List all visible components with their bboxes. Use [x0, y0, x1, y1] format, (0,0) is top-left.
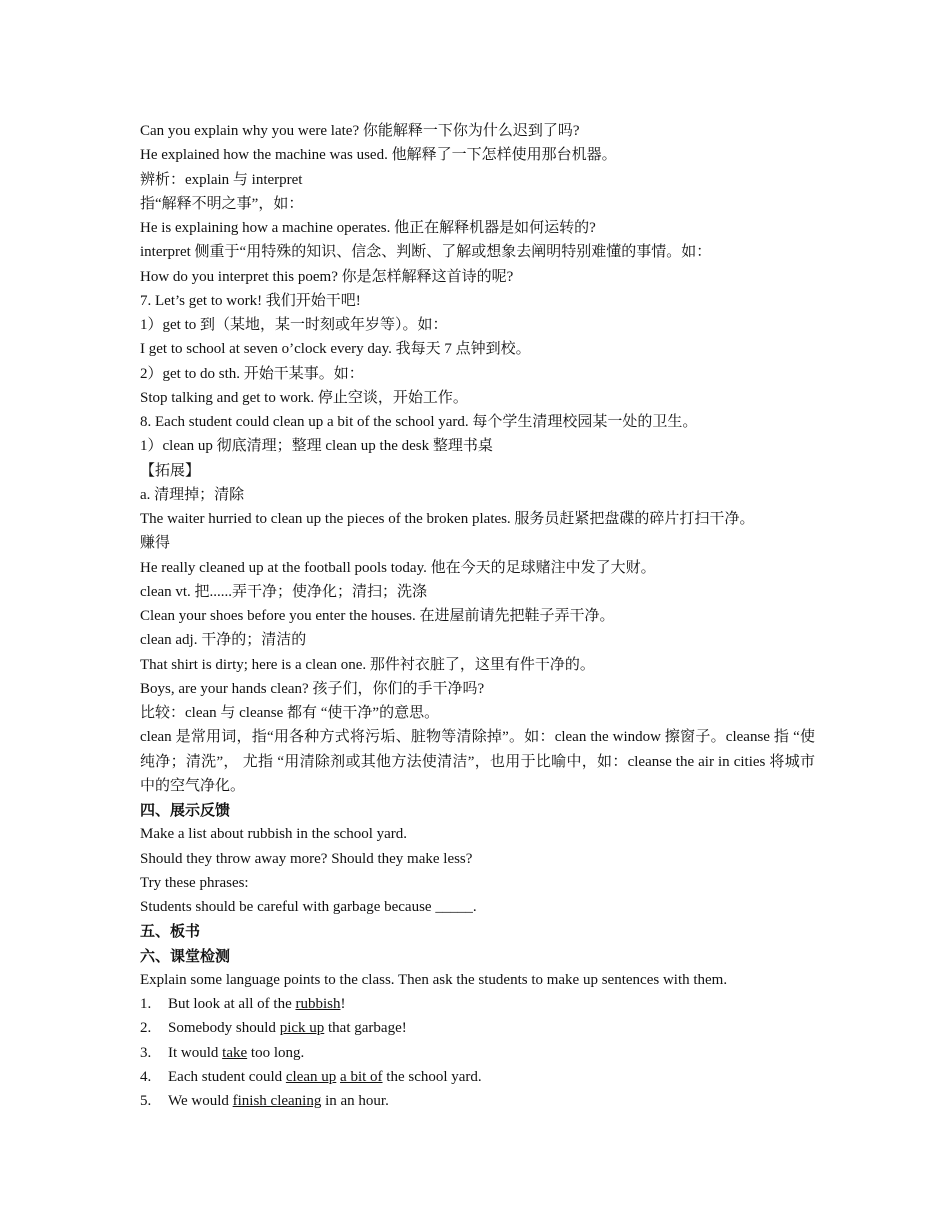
list-item: [140, 992, 815, 1016]
item-number: 5.: [140, 1093, 152, 1109]
section-heading-feedback: 四、展示反馈: [140, 801, 231, 819]
item-number: 2.: [140, 1020, 152, 1037]
text-line: He really cleaned up at the football pools today. 他在今天的足球赌注中发了大财。: [140, 559, 656, 576]
item-number: 1.: [140, 996, 152, 1012]
item-text: We would finish cleaning in an hour.: [168, 1093, 389, 1109]
item-number: 3.: [140, 1044, 152, 1061]
text-line: 比较：clean 与 cleanse 都有 “使干净”的意思。: [140, 705, 440, 721]
item-text: Each student could clean up a bit of the school yard.: [168, 1068, 482, 1085]
text-line: Explain some language points to the class. Then ask the students to make up sentences with them.: [140, 971, 728, 988]
item-number: 4.: [140, 1068, 152, 1085]
underlined-phrase: take: [222, 1044, 248, 1061]
text-line: The waiter hurried to clean up the pieces of the broken plates. 服务员赶紧把盘碟的碎片打扫干净。: [140, 511, 755, 527]
text-line: 8. Each student could clean up a bit of the school yard. 每个学生清理校园某一处的卫生。: [140, 414, 698, 430]
text-line: Should they throw away more? Should they make less?: [140, 850, 473, 867]
text-line: clean adj. 干净的；清洁的: [140, 632, 307, 649]
text-line: 辨析：explain 与 interpret: [140, 171, 303, 188]
text-line: He is explaining how a machine operates. 他正在解释机器是如何运转的?: [140, 220, 596, 236]
text-line: clean vt. 把......弄干净；使净化；清扫；洗涤: [140, 583, 428, 600]
underlined-phrase: rubbish: [295, 996, 341, 1012]
text-line: Try these phrases:: [140, 874, 249, 891]
text-line: Can you explain why you were late? 你能解释一下你为什么迟到了吗?: [140, 123, 580, 139]
document-page: [140, 119, 815, 1113]
underlined-phrase: pick up: [279, 1020, 325, 1037]
text-line: Clean your shoes before you enter the houses. 在进屋前请先把鞋子弄干净。: [140, 608, 615, 624]
list-item: [140, 1065, 815, 1089]
item-text: It would take too long.: [168, 1044, 305, 1061]
text-line: Students should be careful with garbage because _____.: [140, 899, 477, 915]
text-line: a. 清理掉；清除: [140, 486, 245, 503]
text-line: 1）clean up 彻底清理；整理 clean up the desk 整理书桌: [140, 438, 493, 455]
section-heading-test: 六、课堂检测: [140, 946, 231, 965]
text-line: Boys, are your hands clean? 孩子们，你们的手干净吗?: [140, 680, 485, 697]
list-item: [140, 1016, 815, 1040]
text-line: I get to school at seven o’clock every day. 我每天 7 点钟到校。: [140, 341, 531, 358]
text-line: Make a list about rubbish in the school yard.: [140, 826, 408, 843]
text-line: 【拓展】: [140, 462, 201, 479]
underlined-phrase: clean up: [285, 1068, 337, 1085]
list-item: [140, 1041, 815, 1065]
text-line: Stop talking and get to work. 停止空谈，开始工作。: [140, 389, 468, 406]
text-line: 赚得: [140, 535, 171, 552]
text-line: How do you interpret this poem? 你是怎样解释这首诗的呢?: [140, 268, 514, 285]
text-line: He explained how the machine was used. 他解释了一下怎样使用那台机器。: [140, 147, 617, 164]
underlined-phrase: finish cleaning: [232, 1093, 322, 1109]
text-line: That shirt is dirty; here is a clean one. 那件衬衣脏了，这里有件干净的。: [140, 656, 595, 673]
text-line: interpret 侧重于“用特殊的知识、信念、判断、了解或想象去阐明特别难懂的事情。如：: [140, 244, 712, 261]
underlined-phrase: a bit of: [340, 1068, 383, 1085]
text-line: 指“解释不明之事”，如：: [140, 195, 304, 212]
compare-paragraph: clean 是常用词，指“用各种方式将污垢、脏物等清除掉”。如：clean the window 擦窗子。cleanse 指 “使纯净；清洗”， 尤指 “用清除剂或其他方法使清洁”，也用于比喻中，如：cleanse the air in cities 将城市中的空气净化。: [140, 729, 815, 794]
section-heading-board: 五、板书: [140, 922, 201, 941]
text-line: 7. Let’s get to work! 我们开始干吧!: [140, 292, 361, 309]
list-item: [140, 1089, 815, 1113]
item-text: But look at all of the rubbish!: [168, 996, 346, 1012]
text-line: 2）get to do sth. 开始干某事。如：: [140, 365, 364, 382]
text-line: 1）get to 到（某地，某一时刻或年岁等）。如：: [140, 317, 448, 333]
item-text: Somebody should pick up that garbage!: [168, 1020, 407, 1037]
